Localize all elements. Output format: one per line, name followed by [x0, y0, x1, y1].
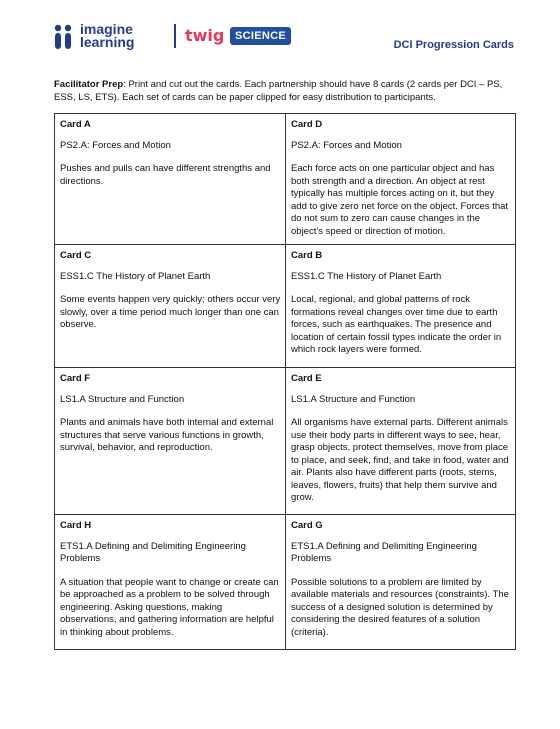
card-label: Card A — [60, 119, 91, 130]
card-label: Card F — [60, 373, 91, 384]
card-text: Local, regional, and global patterns of rock formations reveal changes over time due to earth forces, such as earthquakes. The presence and location of certain fossil types indicate the order in which rock layers were formed. — [291, 294, 502, 355]
facilitator-prep-label: Facilitator Prep — [54, 79, 124, 90]
card-label: Card B — [291, 250, 323, 261]
card-label: Card C — [60, 250, 92, 261]
card-text: Some events happen very quickly; others occur very slowly, over a time period much longer than one can observe. — [60, 294, 281, 330]
card-standard: PS2.A: Forces and Motion — [291, 139, 402, 151]
header-divider — [174, 24, 176, 48]
table-row — [55, 368, 516, 515]
card-text: All organisms have external parts. Different animals use their body parts in different ways to see, hear, grasp objects, protect themselves, move from place to place, and seek, find, and take in food, water and air. Plants also have different parts (roots, stems, leaves, flowers, fruits) that help them survive and grow. — [291, 417, 509, 503]
brand-line-2: learning — [80, 34, 135, 50]
card-label: Card H — [60, 520, 92, 531]
card-standard: PS2.A: Forces and Motion — [60, 139, 171, 151]
card-standard: ESS1.C The History of Planet Earth — [60, 270, 211, 282]
card-cell — [286, 515, 516, 650]
card-standard: ESS1.C The History of Planet Earth — [291, 270, 442, 282]
card-text: Plants and animals have both internal and external structures that serve various functions in growth, survival, behavior, and reproduction. — [60, 417, 274, 453]
card-text: Possible solutions to a problem are limited by available materials and resources (constraints). The success of a designed solution is determined by considering the desired features of a solution (criteria). — [291, 576, 509, 638]
card-cell — [286, 114, 516, 245]
science-badge: SCIENCE — [230, 27, 291, 45]
card-label: Card E — [291, 373, 322, 384]
brand-name — [80, 23, 134, 49]
card-cell — [55, 245, 286, 368]
card-cell — [286, 245, 516, 368]
facilitator-prep — [54, 78, 514, 104]
card-cell — [286, 368, 516, 515]
facilitator-prep-text: : Print and cut out the cards. Each partnership should have 8 cards (2 cards per DCI – PS, ESS, LS, ETS). Each set of cards can be paper clipped for easy distribution to participants. — [54, 79, 503, 103]
imagine-learning-logo-icon — [54, 24, 76, 50]
card-text: A situation that people want to change or create can be approached as a problem to be solved through engineering. Asking questions, making observations, and gathering information are helpful in thinking about problems. — [60, 576, 279, 638]
card-cell — [55, 368, 286, 515]
table-row — [55, 515, 516, 650]
card-text: Each force acts on one particular object and has both strength and a direction. An object at rest typically has multiple forces acting on it, but they add to give zero net force on the object. Forces that do not sum to zero can cause changes in the object’s speed or direction of motion. — [291, 163, 509, 237]
card-cell — [55, 114, 286, 245]
card-standard: LS1.A Structure and Function — [60, 393, 185, 405]
card-label: Card G — [291, 520, 323, 531]
card-standard: ETS1.A Defining and Delimiting Engineering Problems — [291, 540, 477, 564]
twig-logo-text: twig — [185, 26, 225, 45]
document-title: DCI Progression Cards — [393, 39, 514, 51]
page-header — [54, 22, 514, 62]
card-standard: ETS1.A Defining and Delimiting Engineering Problems — [60, 540, 246, 564]
table-row — [55, 114, 516, 245]
card-cell — [55, 515, 286, 650]
table-row — [55, 245, 516, 368]
card-text: Pushes and pulls can have different strengths and directions. — [60, 163, 271, 187]
cards-table — [54, 113, 516, 650]
card-label: Card D — [291, 119, 323, 130]
card-standard: LS1.A Structure and Function — [291, 393, 416, 405]
brand-line-1: imagine — [80, 21, 133, 37]
